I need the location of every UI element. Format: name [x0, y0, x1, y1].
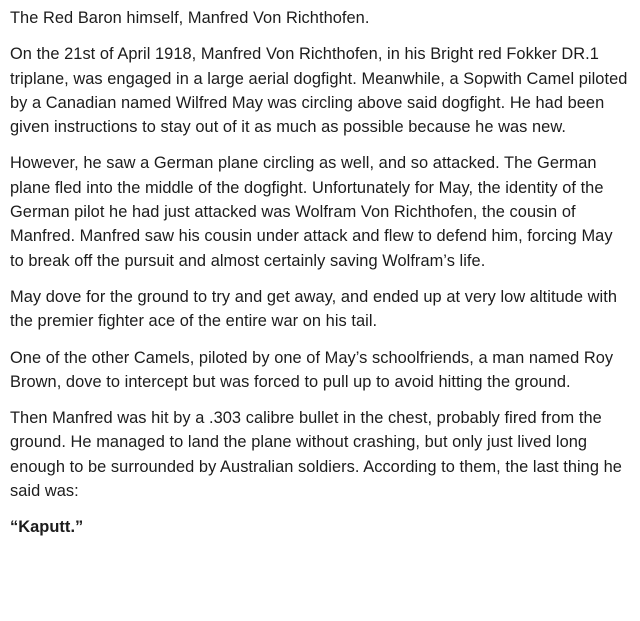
paragraph-dogfight: On the 21st of April 1918, Manfred Von Richthofen, in his Bright red Fokker DR.1 triplane, was engaged in a large aerial dogfight. Meanwhile, a Sopwith Camel piloted by a Canadian named Wilfred May was circling above said dogfight. He had been given instructions to stay out of it as much as possible because he was new.: [10, 45, 628, 137]
closing-quote: “Kaputt.”: [10, 518, 84, 537]
paragraph-cousin: However, he saw a German plane circling as well, and so attacked. The German plane fled into the middle of the dogfight. Unfortunately for May, the identity of the German pilot he had just attacked was Wolfram Von Richthofen, the cousin of Manfred. Manfred saw his cousin under attack and flew to defend him, forcing May to break off the pursuit and almost certainly saving Wolfram’s life.: [10, 154, 613, 270]
paragraph-intro: The Red Baron himself, Manfred Von Richthofen.: [10, 9, 370, 27]
paragraph-pursuit: May dove for the ground to try and get away, and ended up at very low altitude with the premier fighter ace of the entire war on his tail.: [10, 287, 618, 331]
paragraph-roy-brown: One of the other Camels, piloted by one of May’s schoolfriends, a man named Roy Brown, dove to intercept but was forced to pull up to avoid hitting the ground.: [10, 348, 614, 391]
paragraph-death: Then Manfred was hit by a .303 calibre bullet in the chest, probably fired from the ground. He managed to land the plane without crashing, but only just lived long enough to be surrounded by Australian soldiers. According to them, the last thing he said was:: [10, 409, 622, 501]
